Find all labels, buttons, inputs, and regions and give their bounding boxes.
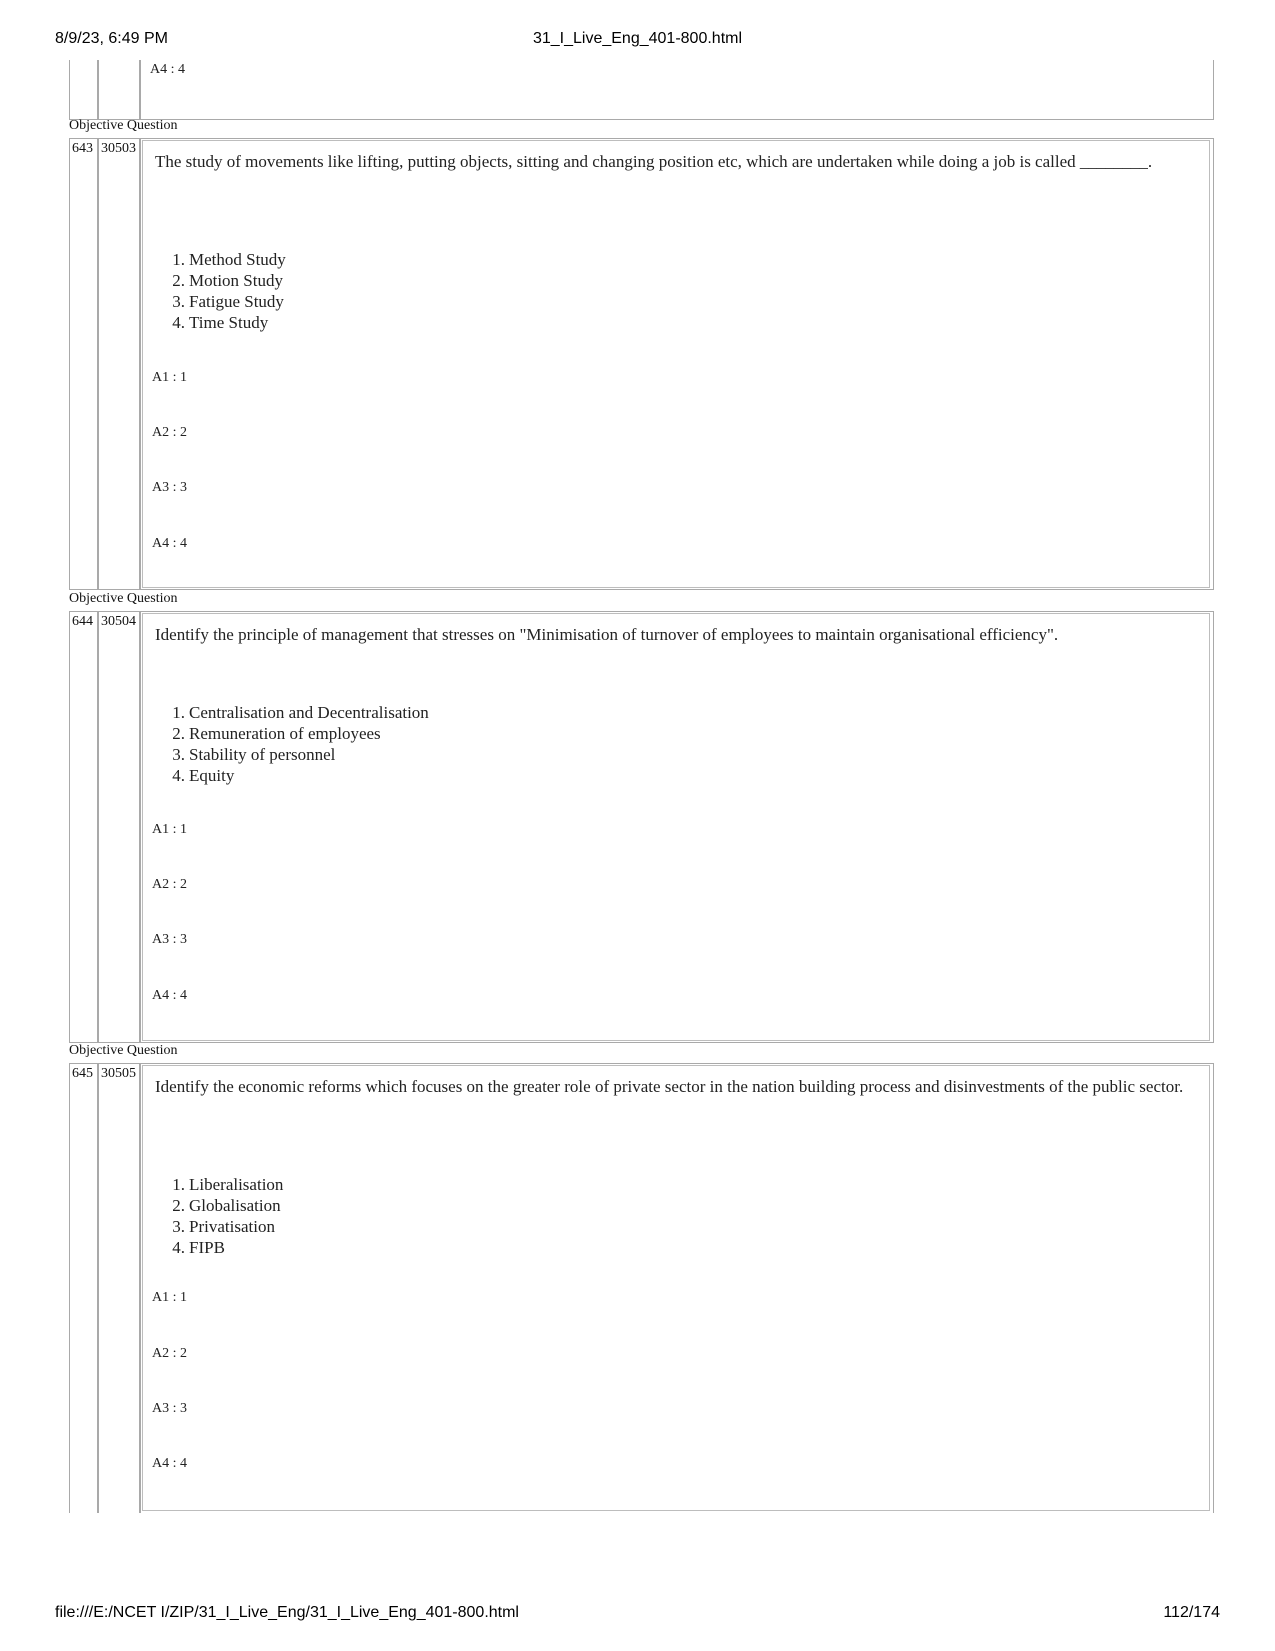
prev-question-cell — [140, 60, 1214, 120]
serial-cell — [69, 611, 98, 1043]
option-list — [165, 702, 429, 786]
answer-option: A4 : 4 — [152, 1456, 187, 1471]
question-serial: 645 — [72, 1066, 93, 1081]
option-item: 3. Fatigue Study — [172, 292, 284, 311]
question-body — [142, 1065, 1210, 1511]
print-header — [0, 30, 1275, 52]
answer-option: A2 : 2 — [152, 1346, 187, 1361]
option-item: 4. Time Study — [172, 313, 269, 332]
option-item: 3. Stability of personnel — [172, 745, 336, 764]
serial-cell — [69, 138, 98, 590]
answer-option: A4 : 4 — [152, 988, 187, 1003]
question-type-label: Objective Question — [69, 118, 178, 133]
question-serial: 643 — [72, 141, 93, 156]
option-item: 2. Remuneration of employees — [172, 724, 381, 743]
option-item: 2. Motion Study — [172, 271, 283, 290]
question-id: 30503 — [101, 141, 136, 156]
answer-option: A1 : 1 — [152, 370, 187, 385]
option-item: 4. FIPB — [172, 1238, 225, 1257]
document-title: 31_I_Live_Eng_401-800.html — [532, 30, 743, 47]
question-type-label: Objective Question — [69, 1043, 178, 1058]
question-type-label: Objective Question — [69, 591, 178, 606]
answer-option: A4 : 4 — [150, 62, 185, 77]
question-body — [142, 140, 1210, 588]
question-cell — [140, 1063, 1214, 1513]
id-cell — [98, 1063, 140, 1513]
answer-option: A1 : 1 — [152, 1290, 187, 1305]
question-cell — [140, 611, 1214, 1043]
prev-id-cell — [98, 60, 140, 120]
option-item: 1. Liberalisation — [172, 1175, 284, 1194]
option-list — [165, 1174, 283, 1258]
serial-cell — [69, 1063, 98, 1513]
question-serial: 644 — [72, 614, 93, 629]
question-cell — [140, 138, 1214, 590]
answer-option: A4 : 4 — [152, 536, 187, 551]
question-text: Identify the economic reforms which focuses on the greater role of private sector in the nation building process and disinvestments of the public sector. — [155, 1077, 1184, 1096]
option-item: 4. Equity — [172, 766, 235, 785]
answer-option: A2 : 2 — [152, 425, 187, 440]
page-number: 112/174 — [1163, 1604, 1220, 1621]
print-footer — [0, 1604, 1275, 1626]
question-text: The study of movements like lifting, putting objects, sitting and changing position etc, which are undertaken while doing a job is called ________. — [155, 152, 1153, 171]
option-item: 1. Centralisation and Decentralisation — [172, 703, 429, 722]
option-item: 3. Privatisation — [172, 1217, 275, 1236]
option-item: 2. Globalisation — [172, 1196, 281, 1215]
prev-serial-cell — [69, 60, 98, 120]
id-cell — [98, 138, 140, 590]
answer-option: A3 : 3 — [152, 932, 187, 947]
question-id: 30505 — [101, 1066, 136, 1081]
question-text: Identify the principle of management that stresses on "Minimisation of turnover of employees to maintain organisational efficiency". — [155, 625, 1059, 644]
file-path: file:///E:/NCET I/ZIP/31_I_Live_Eng/31_I_Live_Eng_401-800.html — [55, 1604, 519, 1621]
id-cell — [98, 611, 140, 1043]
answer-option: A3 : 3 — [152, 1401, 187, 1416]
answer-option: A1 : 1 — [152, 822, 187, 837]
print-datetime: 8/9/23, 6:49 PM — [55, 30, 168, 47]
question-body — [142, 613, 1210, 1041]
answer-option: A3 : 3 — [152, 480, 187, 495]
option-list — [165, 249, 286, 333]
option-item: 1. Method Study — [172, 250, 286, 269]
answer-option: A2 : 2 — [152, 877, 187, 892]
question-id: 30504 — [101, 614, 136, 629]
